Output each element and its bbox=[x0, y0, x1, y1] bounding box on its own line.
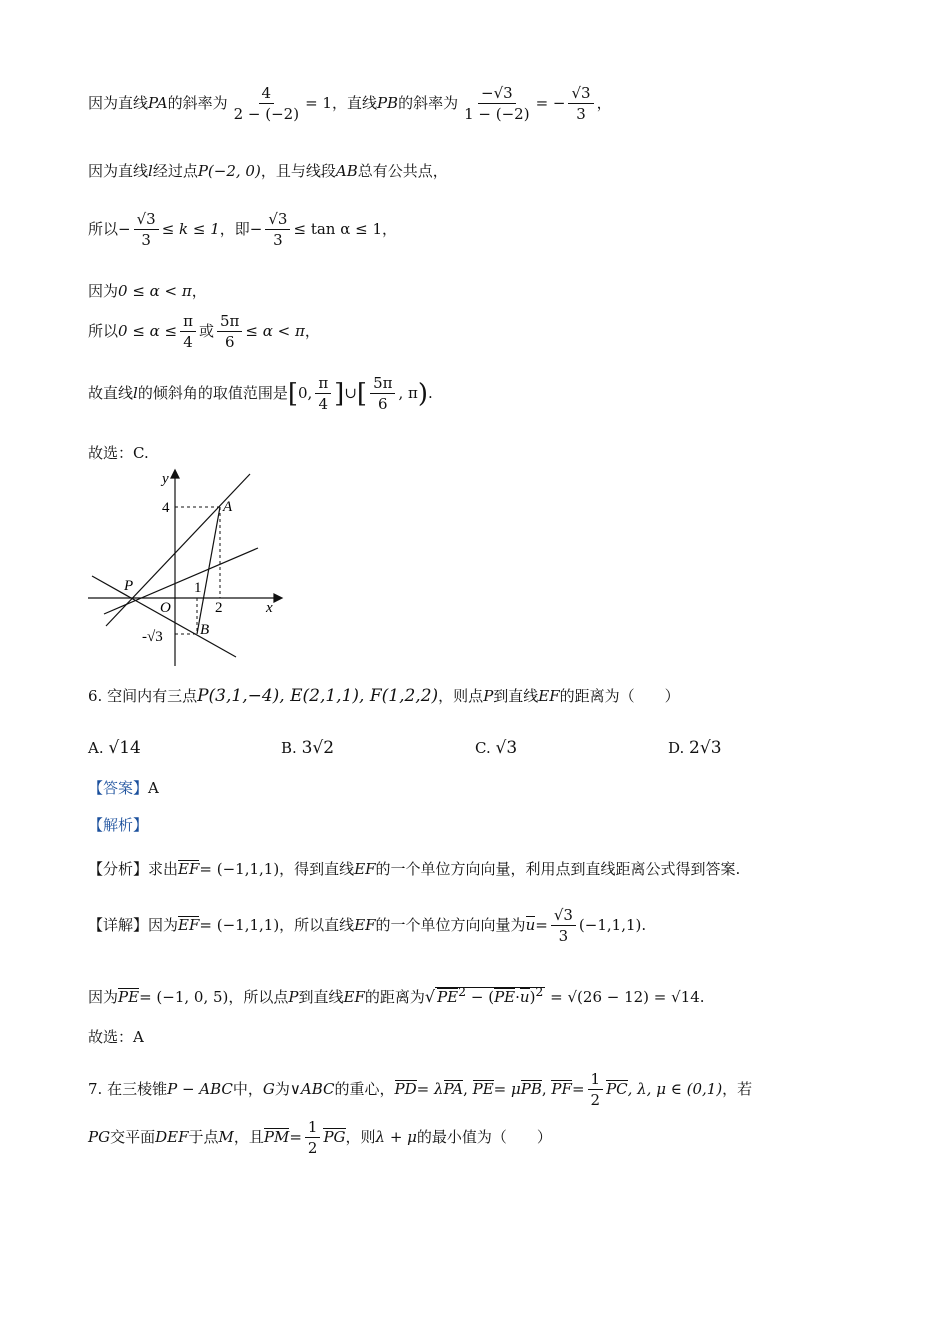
text: . bbox=[641, 916, 647, 934]
text: 的距离为（ ） bbox=[559, 687, 680, 705]
x-label: x bbox=[266, 600, 273, 616]
sqrt-expression: √ $PE^2 - (PE\cdot u)^2$ bbox=[424, 984, 544, 1006]
option-value: 3√2 bbox=[301, 738, 335, 758]
option-value: √3 bbox=[495, 738, 518, 758]
point-g: G bbox=[262, 1080, 275, 1098]
text: 经过点 bbox=[152, 162, 198, 180]
text: = μ bbox=[493, 1080, 521, 1098]
fraction bbox=[315, 376, 331, 412]
text: = λ bbox=[416, 1080, 444, 1098]
vector-pe: PE bbox=[472, 1080, 494, 1098]
vector-ef: EF bbox=[178, 916, 200, 934]
fraction bbox=[134, 212, 159, 248]
label-o: O bbox=[160, 600, 171, 616]
numerator: 4 bbox=[259, 86, 275, 104]
text: 的斜率为 bbox=[167, 94, 228, 112]
text: , bbox=[541, 1080, 552, 1098]
denominator: 2 bbox=[590, 1091, 601, 1109]
value: = (−1,1,1) bbox=[199, 860, 280, 878]
tag: 【详解】 bbox=[88, 916, 149, 934]
numerator: π bbox=[180, 314, 196, 332]
numerator: π bbox=[315, 376, 331, 394]
answer-value: A bbox=[148, 779, 159, 797]
text: 因为直线 bbox=[88, 94, 149, 112]
text: 6. 空间内有三点 bbox=[88, 687, 198, 705]
text: 到直线 bbox=[298, 988, 344, 1006]
exponent: 2 bbox=[458, 984, 467, 999]
vector-pd: PD bbox=[394, 1080, 417, 1098]
line-k-range bbox=[88, 212, 397, 248]
inequality: ≤ tan α ≤ 1 bbox=[293, 220, 382, 238]
y-label: y bbox=[162, 471, 169, 487]
text: 到直线 bbox=[493, 687, 539, 705]
text: 的最小值为（ ） bbox=[416, 1128, 552, 1146]
option-letter: D. bbox=[668, 739, 685, 757]
text: ， bbox=[382, 220, 398, 238]
choice-a: 故选：A bbox=[88, 1028, 144, 1046]
choice-c: 故选：C. bbox=[88, 444, 149, 462]
text: ，即 bbox=[219, 220, 250, 238]
vector-pf: PF bbox=[551, 1080, 572, 1098]
text: ，所以点 bbox=[228, 988, 289, 1006]
inequality: 0 ≤ α < π bbox=[118, 282, 192, 300]
text: 为 bbox=[274, 1080, 290, 1098]
vector-pm: PM bbox=[263, 1128, 290, 1146]
line-through-p bbox=[88, 164, 448, 179]
triangle: ∨ABC bbox=[289, 1080, 335, 1098]
numerator: 1 bbox=[588, 1072, 604, 1090]
denominator: 3 bbox=[273, 231, 283, 249]
points: P(3,1,−4), E(2,1,1), F(1,2,2) bbox=[197, 686, 439, 706]
text: ，若 bbox=[722, 1080, 753, 1098]
line-alpha-range bbox=[88, 284, 207, 299]
option-value: √14 bbox=[108, 738, 141, 758]
vector-pe: PE bbox=[118, 988, 140, 1006]
plane-def: DEF bbox=[155, 1128, 189, 1146]
value: = 1 bbox=[305, 94, 332, 112]
fraction-half bbox=[305, 1120, 321, 1156]
text: . bbox=[699, 988, 705, 1006]
text: 所以 bbox=[88, 322, 119, 340]
text: 总有公共点， bbox=[357, 162, 448, 180]
text: . bbox=[428, 384, 433, 402]
denominator: 2 − (−2) bbox=[233, 105, 300, 123]
answer-tag: 【答案】 bbox=[88, 779, 149, 797]
line-alpha-cases bbox=[88, 314, 320, 350]
text: 的一个单位方向向量为 bbox=[375, 916, 526, 934]
fraction-pa bbox=[231, 86, 302, 122]
text: 因为直线 bbox=[88, 162, 149, 180]
point-p: P(−2, 0) bbox=[197, 162, 261, 180]
text: 因为 bbox=[88, 988, 119, 1006]
question-7-line2 bbox=[88, 1120, 552, 1156]
fraction bbox=[217, 314, 242, 350]
fraction bbox=[370, 376, 395, 412]
value: (−1,1,1) bbox=[578, 916, 642, 934]
inequality: ≤ k ≤ 1 bbox=[161, 220, 220, 238]
inequality: 0 ≤ α ≤ bbox=[118, 322, 178, 340]
text: , bbox=[463, 1080, 473, 1098]
text: ，直线 bbox=[331, 94, 377, 112]
tick-neg-sqrt3: -√3 bbox=[142, 629, 163, 645]
text: ) bbox=[529, 988, 536, 1006]
numerator: 5π bbox=[217, 314, 242, 332]
x-arrow bbox=[274, 594, 282, 602]
text: = bbox=[535, 916, 548, 934]
value: = (−1, 0, 5) bbox=[139, 988, 229, 1006]
segment-pg: PG bbox=[88, 1128, 111, 1146]
detail-distance bbox=[88, 986, 705, 1005]
text: 交平面 bbox=[110, 1128, 156, 1146]
value: = − bbox=[535, 94, 566, 112]
text: 的一个单位方向向量，利用点到直线距离公式得到答案. bbox=[375, 860, 741, 878]
denominator: 6 bbox=[224, 333, 235, 351]
text: − bbox=[118, 220, 131, 238]
answer bbox=[88, 781, 159, 796]
question-6 bbox=[88, 688, 680, 705]
fraction-result bbox=[568, 86, 593, 122]
line-ef: EF bbox=[354, 916, 376, 934]
option-c[interactable] bbox=[475, 738, 517, 758]
denominator: 3 bbox=[576, 105, 586, 123]
option-a[interactable] bbox=[88, 738, 141, 758]
exponent: 2 bbox=[535, 984, 544, 999]
text: 求出 bbox=[148, 860, 179, 878]
text: ，且与线段 bbox=[260, 162, 336, 180]
line-l: l bbox=[133, 384, 138, 402]
denominator: 2 bbox=[307, 1139, 318, 1157]
expression: λ + μ bbox=[375, 1128, 417, 1146]
text: ，所以直线 bbox=[279, 916, 355, 934]
option-value: 2√3 bbox=[689, 738, 722, 758]
numerator: −√3 bbox=[478, 86, 516, 104]
interval: , π bbox=[398, 384, 418, 402]
line-pa: PA bbox=[148, 94, 168, 112]
segment-ab: AB bbox=[335, 162, 358, 180]
label-a: A bbox=[223, 499, 233, 515]
text: ， bbox=[191, 282, 207, 300]
text: ，则 bbox=[345, 1128, 376, 1146]
fraction-pb bbox=[461, 86, 532, 122]
text: 的斜率为 bbox=[398, 94, 459, 112]
denominator: 1 − (−2) bbox=[464, 105, 530, 123]
numerator: √3 bbox=[134, 212, 159, 230]
vector-pg: PG bbox=[323, 1128, 346, 1146]
denominator: 3 bbox=[558, 927, 569, 945]
line-conclusion: 故直线l的倾斜角的取值范围是[0, $\frac{\pi}{4}$ ]∪[ $\frac{5\pi}{6}$ , π). bbox=[88, 374, 433, 413]
fraction bbox=[551, 908, 576, 944]
option-b[interactable] bbox=[281, 738, 334, 758]
denominator: 3 bbox=[141, 231, 151, 249]
denominator: 4 bbox=[183, 333, 193, 351]
point-p: P bbox=[288, 988, 299, 1006]
text: 或 bbox=[199, 322, 215, 340]
numerator: √3 bbox=[568, 86, 593, 104]
vector-pc: PC bbox=[606, 1080, 628, 1098]
option-d[interactable] bbox=[668, 738, 722, 758]
line-ef: EF bbox=[343, 988, 365, 1006]
text: 因为 bbox=[148, 916, 179, 934]
text: , λ, μ ∈ (0,1) bbox=[627, 1080, 723, 1098]
line-ef: EF bbox=[538, 687, 560, 705]
value: = (−1,1,1) bbox=[199, 916, 280, 934]
vector-pe: PE bbox=[437, 988, 459, 1006]
tick-1: 1 bbox=[194, 580, 202, 596]
text: 7. 在三棱锥 bbox=[88, 1080, 168, 1098]
text: − ( bbox=[470, 988, 495, 1006]
vector-pe: PE bbox=[494, 988, 516, 1006]
tick-2: 2 bbox=[215, 600, 223, 616]
fraction bbox=[265, 212, 290, 248]
question-7 bbox=[88, 1072, 752, 1108]
numerator: √3 bbox=[551, 908, 576, 926]
y-arrow bbox=[171, 470, 179, 478]
denominator: 4 bbox=[318, 395, 329, 413]
vector-pb: PB bbox=[520, 1080, 542, 1098]
analysis-tag: 【解析】 bbox=[88, 816, 149, 834]
text: 于点 bbox=[188, 1128, 219, 1146]
text: 因为 bbox=[88, 282, 119, 300]
line-pb: PB bbox=[376, 94, 399, 112]
text: 的距离为 bbox=[364, 988, 425, 1006]
text: = bbox=[571, 1080, 585, 1098]
text: 的重心， bbox=[334, 1080, 395, 1098]
text: ， bbox=[596, 94, 612, 112]
vector-ef: EF bbox=[178, 860, 200, 878]
line-l: l bbox=[148, 162, 153, 180]
text: 的倾斜角的取值范围是 bbox=[137, 384, 288, 402]
option-letter: A. bbox=[88, 739, 104, 757]
label-p: P bbox=[124, 578, 134, 594]
text: · bbox=[515, 988, 520, 1006]
detail-unit-vector bbox=[88, 908, 646, 944]
text: − bbox=[249, 220, 263, 238]
text: ，且 bbox=[233, 1128, 264, 1146]
text: ，则点 bbox=[438, 687, 484, 705]
numerator: 1 bbox=[305, 1120, 321, 1138]
denominator: 6 bbox=[377, 395, 388, 413]
vector-u: u bbox=[519, 988, 530, 1006]
option-letter: B. bbox=[281, 739, 297, 757]
vector-pa: PA bbox=[443, 1080, 464, 1098]
coordinate-graph bbox=[84, 466, 284, 672]
tick-4: 4 bbox=[162, 500, 170, 516]
analysis-summary bbox=[88, 862, 740, 877]
text: ，得到直线 bbox=[279, 860, 355, 878]
label-b: B bbox=[200, 622, 210, 638]
fraction-half bbox=[588, 1072, 604, 1108]
numerator: √3 bbox=[265, 212, 290, 230]
tag: 【分析】 bbox=[88, 860, 149, 878]
text: ， bbox=[304, 322, 320, 340]
fraction bbox=[180, 314, 196, 350]
interval: 0, bbox=[298, 384, 313, 402]
option-letter: C. bbox=[475, 739, 491, 757]
line-ef: EF bbox=[354, 860, 376, 878]
line-slopes bbox=[88, 86, 612, 122]
text: = bbox=[289, 1128, 302, 1146]
tetrahedron: P − ABC bbox=[167, 1080, 233, 1098]
value: = √(26 − 12) = √14 bbox=[550, 988, 700, 1006]
union-symbol: ∪ bbox=[344, 384, 357, 402]
text: 中， bbox=[232, 1080, 263, 1098]
text: 所以 bbox=[88, 220, 119, 238]
numerator: 5π bbox=[370, 376, 395, 394]
point-p: P bbox=[483, 687, 494, 705]
inequality: ≤ α < π bbox=[245, 322, 305, 340]
vector-u: u bbox=[525, 916, 536, 934]
text: 故直线 bbox=[88, 384, 134, 402]
point-m: M bbox=[218, 1128, 234, 1146]
line-pa bbox=[106, 474, 250, 626]
